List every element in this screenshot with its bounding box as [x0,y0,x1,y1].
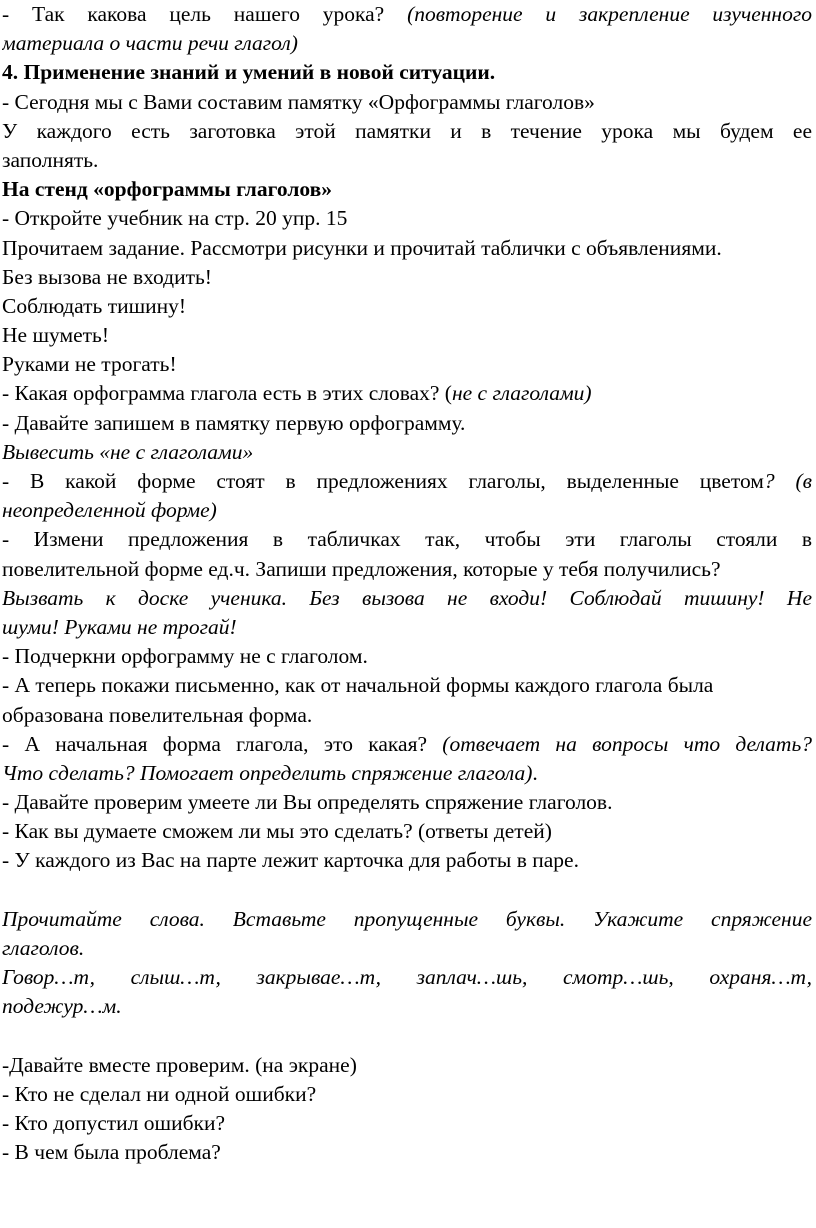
text-line [2,350,812,379]
italic-text: (повторение и закрепление изученного [407,2,812,26]
text-line [2,642,812,671]
text-line [2,584,812,613]
bold-heading-text: На стенд «орфограммы глаголов» [2,177,332,202]
text-fragment: образована повелительная форма. [2,702,313,727]
italic-text: Что сделать? Помогает определить спряжение глагола) [2,760,533,785]
text-fragment: - А начальная форма глагола, это какая? [2,731,443,756]
text-line [2,671,812,700]
text-line [2,409,812,438]
text-fragment: У каждого есть заготовка этой памятки и в течение урока мы будем ее [2,118,812,143]
text-line [2,846,812,875]
text-fragment: - Сегодня мы с Вами составим памятку «Орфограммы глаголов» [2,89,595,114]
blank-line [2,876,812,905]
text-fragment: - Измени предложения в табличках так, чтобы эти глаголы стояли в [2,527,812,552]
text-fragment: - Так какова цель нашего урока? [2,2,408,26]
text-fragment: - Кто не сделал ни одной ошибки? [2,1081,317,1106]
italic-text: Говор…т, слыш…т, закрывае…т, заплач…шь, смотр…шь, охраня…т, [2,965,812,990]
text-line [2,525,812,554]
text-line [2,117,812,146]
italic-text: Прочитайте слова. Вставьте пропущенные буквы. Укажите спряжение [2,906,812,931]
text-line [2,0,812,29]
italic-text: Вызвать к доске ученика. Без вызова не входи! Соблюдай тишину! Не [2,585,812,610]
text-line [2,905,812,934]
text-fragment: . [532,760,538,785]
text-fragment: Соблюдать тишину! [2,293,187,318]
text-line [2,263,812,292]
italic-text: глаголов. [2,936,85,960]
text-line [2,88,812,117]
text-line [2,1080,812,1109]
text-fragment: - Кто допустил ошибки? [2,1111,226,1136]
text-line [2,730,812,759]
italic-text: шуми! Руками не трогай! [2,614,237,639]
text-line [2,234,812,263]
text-line [2,788,812,817]
blank-line [2,1022,812,1051]
text-line [2,204,812,233]
text-line [2,1138,812,1167]
text-line [2,146,812,175]
text-fragment: - А теперь покажи письменно, как от начальной формы каждого глагола была [2,673,714,698]
text-fragment: - Давайте запишем в памятку первую орфограмму. [2,410,466,435]
italic-text: неопределенной форме) [2,498,217,523]
text-fragment: -Давайте вместе проверим. (на экране) [2,1052,357,1077]
text-fragment: Руками не трогать! [2,352,177,377]
text-line [2,759,812,788]
text-fragment: Прочитаем задание. Рассмотри рисунки и прочитай таблички с объявлениями. [2,235,722,260]
text-line [2,701,812,730]
text-line [2,817,812,846]
text-line [2,992,812,1021]
text-fragment: повелительной форме ед.ч. Запиши предложения, которые у тебя получились? [2,556,721,581]
text-line [2,175,812,204]
text-fragment: - Какая орфограмма глагола есть в этих словах? ( [2,381,452,406]
text-fragment: заполнять. [2,147,99,172]
text-line [2,613,812,642]
text-line [2,1051,812,1080]
text-line [2,379,812,408]
text-line [2,555,812,584]
text-line [2,467,812,496]
text-fragment: Не шуметь! [2,323,109,348]
italic-text: (отвечает на вопросы что делать? [442,731,812,756]
text-line [2,58,812,87]
text-fragment: - В какой форме стоят в предложениях глаголы, выделенные цветом [2,469,764,493]
text-line [2,292,812,321]
text-fragment: - Давайте проверим умеете ли Вы определять спряжение глаголов. [2,790,613,815]
text-line [2,321,812,350]
text-fragment: - Как вы думаете сможем ли мы это сделать? (ответы детей) [2,819,552,844]
italic-text: материала о части речи глагол) [2,31,298,56]
text-fragment: - Откройте учебник на стр. 20 упр. 15 [2,206,348,231]
italic-text: ? (в [763,469,812,493]
text-fragment: - В чем была проблема? [2,1140,221,1165]
italic-text: подежур…м. [2,994,122,1019]
italic-text: не с глаголами) [451,381,592,406]
text-line [2,438,812,467]
italic-text: Вывесить «не с глаголами» [2,439,254,464]
text-fragment: - Подчеркни орфограмму не с глаголом. [2,644,368,669]
bold-heading-text: 4. Применение знаний и умений в новой ситуации. [2,60,496,85]
text-fragment: Без вызова не входить! [2,264,212,289]
text-fragment: - У каждого из Вас на парте лежит карточка для работы в паре. [2,848,579,873]
text-line [2,29,812,58]
text-line [2,496,812,525]
text-line [2,1109,812,1138]
text-line [2,934,812,963]
text-line [2,963,812,992]
